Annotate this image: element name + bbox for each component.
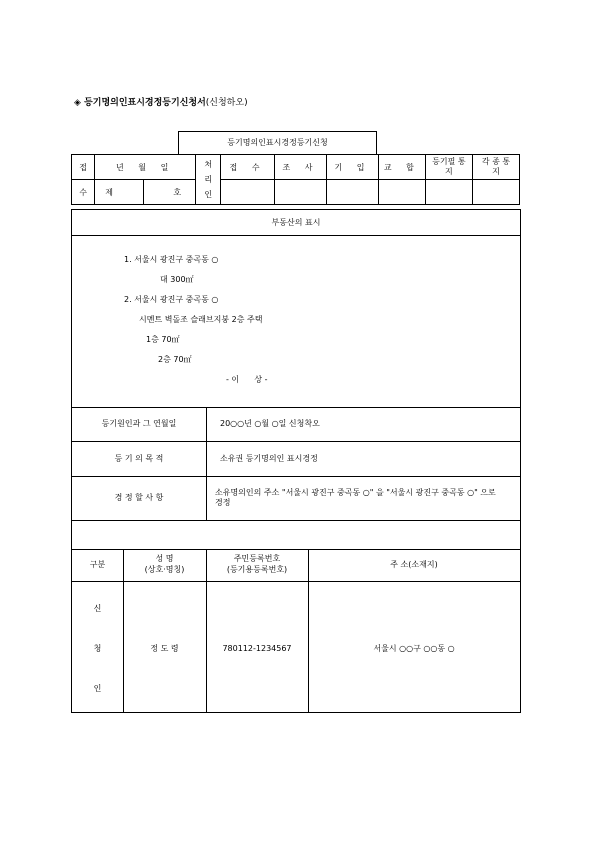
receipt-gyohap: 교 합 (383, 162, 420, 172)
applicant-id-number: 780112-1234567 (222, 644, 292, 653)
row-purpose-label: 등 기 의 목 적 (114, 454, 164, 463)
property-line-2: 대 300㎡ (160, 275, 194, 284)
receipt-table (71, 154, 520, 205)
receipt-jeopsu: 접 수 (229, 162, 266, 172)
receipt-su: 수 (79, 187, 87, 197)
receipt-cheori: 처 리 인 (204, 160, 213, 199)
receipt-gyohap-value (378, 180, 425, 205)
receipt-header-box (178, 131, 377, 155)
property-line-5: 1층 70㎡ (146, 335, 180, 344)
applicant-name: 정 도 령 (150, 644, 179, 653)
receipt-notice-cell (425, 155, 472, 180)
receipt-jeop-cell (72, 155, 95, 180)
receipt-ho-cell (143, 180, 195, 205)
divider (72, 407, 520, 408)
applicant-role-2: 청 (93, 644, 102, 653)
receipt-giip: 기 입 (334, 162, 371, 172)
applicant-col-name-sub: (상호·명칭) (144, 565, 185, 574)
divider (72, 581, 520, 582)
receipt-gyohap-cell (378, 155, 425, 180)
receipt-notice: 등기필 통 지 (432, 157, 466, 176)
property-line-3: 2. 서울시 광진구 중곡동 ○ (124, 295, 219, 304)
title-sub: (신청하오) (205, 98, 248, 108)
page-title (74, 95, 248, 108)
diamond-bullet-icon: ◈ (74, 98, 81, 108)
receipt-su-cell (72, 180, 95, 205)
receipt-gakjong: 각 종 통 지 (481, 157, 511, 176)
receipt-date: 년 월 일 (116, 162, 175, 172)
property-line-6: 2층 70㎡ (158, 355, 192, 364)
divider (72, 520, 520, 521)
receipt-date-cell (95, 155, 196, 180)
receipt-josa-cell (274, 155, 326, 180)
receipt-giip-value (327, 180, 379, 205)
divider (206, 407, 207, 520)
applicant-role-1: 신 (93, 604, 102, 613)
property-header: 부동산의 표시 (72, 210, 520, 236)
receipt-jeopsu-value (221, 180, 274, 205)
property-line-4: 시멘트 벽돌조 슬래브지붕 2층 주택 (139, 315, 263, 324)
receipt-jeopsu-cell (221, 155, 274, 180)
row-cause-value: 20○○년 ○월 ○일 신청착오 (220, 419, 320, 428)
receipt-gakjong-cell (472, 155, 519, 180)
receipt-je-cell (95, 180, 143, 205)
receipt-gakjong-value (472, 180, 519, 205)
divider (72, 441, 520, 442)
property-line-7: - 이 상 - (226, 375, 268, 384)
receipt-je: 제 (105, 187, 113, 197)
divider (308, 549, 309, 712)
receipt-jeop: 접 (79, 162, 87, 172)
receipt-header: 등기명의인표시경정등기신청 (227, 138, 328, 147)
applicant-col-gubun: 구분 (89, 560, 106, 569)
applicant-col-id-sub: (등기용등록번호) (226, 565, 288, 574)
receipt-ho: 호 (173, 187, 182, 197)
divider (72, 549, 520, 550)
row-cause-label: 등기원인과 그 연월일 (101, 419, 177, 428)
applicant-col-addr: 주 소(소재지) (390, 560, 438, 569)
title-main: 등기명의인표시경정등기신청서 (84, 98, 206, 108)
receipt-cheori-cell (196, 155, 221, 205)
applicant-address: 서울시 ○○구 ○○동 ○ (373, 644, 455, 653)
applicant-role-3: 인 (93, 684, 102, 693)
applicant-col-name: 성 명 (155, 554, 174, 563)
row-correction-value: 소유명의인의 주소 "서울시 광진구 중곡동 ○" 을 "서울시 광진구 중곡동 ○" 으로 경정 (215, 488, 496, 507)
receipt-giip-cell (327, 155, 379, 180)
receipt-josa: 조 사 (282, 162, 319, 172)
divider (72, 476, 520, 477)
row-purpose-value: 소유권 등기명의인 표시경정 (220, 454, 318, 463)
receipt-notice-value (425, 180, 472, 205)
applicant-col-id: 주민등록번호 (233, 554, 281, 563)
property-line-1: 1. 서울시 광진구 중곡동 ○ (124, 255, 219, 264)
row-correction-label: 경 정 할 사 항 (114, 493, 164, 502)
receipt-josa-value (274, 180, 326, 205)
main-form (71, 209, 521, 713)
